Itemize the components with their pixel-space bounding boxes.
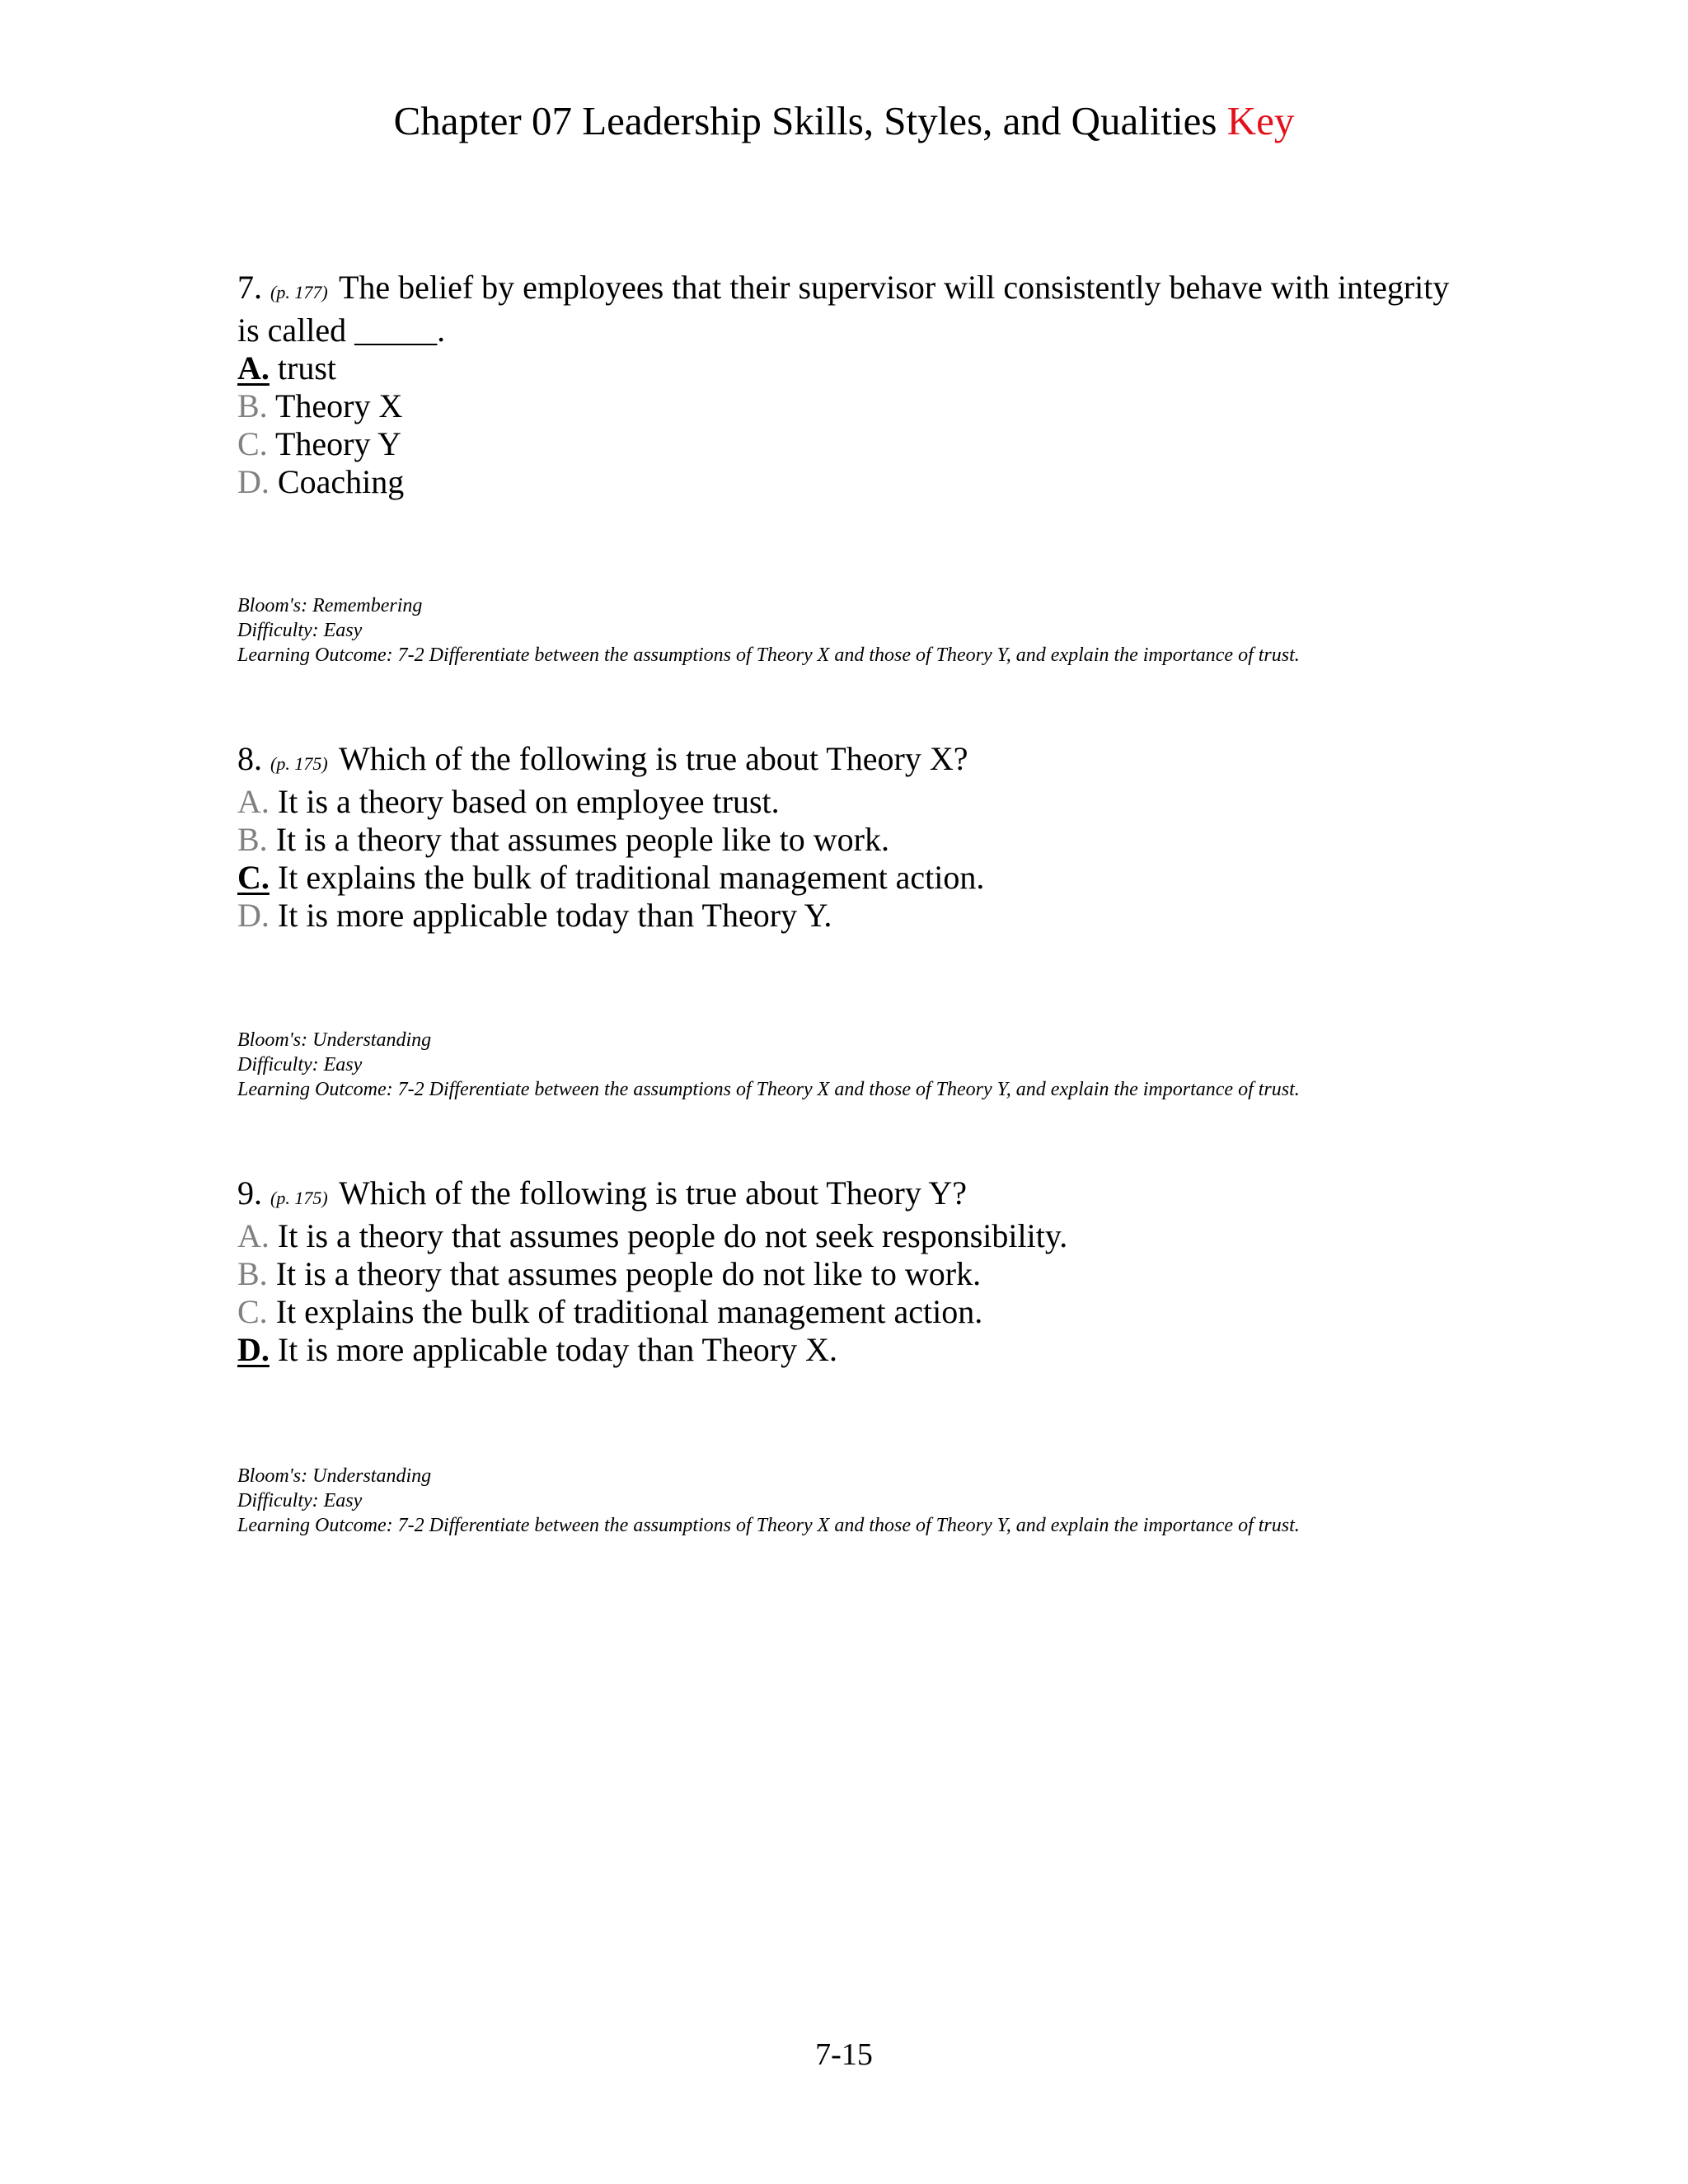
chapter-title: Chapter 07 Leadership Skills, Styles, and Qualities [393,98,1217,143]
option-b [237,1255,1474,1293]
option-d [237,897,1474,935]
learning-outcome: Learning Outcome: 7-2 Differentiate between the assumptions of Theory X and those of Theory Y, and explain the importance of trust. [237,1515,1300,1536]
question-number: 9. [237,1174,262,1212]
question-8-metadata [237,1028,1556,1102]
option-text: Theory X [274,387,403,424]
option-text: It is more applicable today than Theory Y. [277,897,832,934]
option-text: It is more applicable today than Theory X. [277,1331,837,1368]
page-title [0,96,1688,146]
option-text: It is a theory that assumes people do not seek responsibility. [277,1217,1068,1254]
option-c [237,1293,1474,1331]
learning-outcome: Learning Outcome: 7-2 Differentiate between the assumptions of Theory X and those of Theory Y, and explain the importance of trust. [237,644,1300,666]
question-number: 7. [237,269,262,306]
option-text: It is a theory based on employee trust. [277,783,780,820]
option-letter: C. [237,1293,268,1330]
question-7-metadata [237,593,1556,668]
question-7 [237,269,1474,501]
page-reference: (p. 175) [270,1188,328,1208]
blooms-level: Bloom's: Understanding [237,1029,432,1051]
key-label: Key [1226,98,1295,143]
difficulty: Difficulty: Easy [237,1490,363,1511]
option-d [237,463,1474,501]
option-c [237,859,1474,897]
question-text-line-2: is called _____. [237,312,446,349]
option-letter: D. [237,463,270,500]
option-text: It is a theory that assumes people like to work. [275,821,889,858]
option-c [237,425,1474,463]
question-text-line-1: Which of the following is true about Theory Y? [338,1174,967,1212]
question-stem [237,740,1474,783]
option-b [237,387,1474,425]
option-letter: D. [237,897,270,934]
blooms-level: Bloom's: Remembering [237,595,423,616]
option-text: trust [277,349,337,387]
page-reference: (p. 177) [270,282,328,302]
option-letter-correct: C. [237,859,270,896]
option-text: It is a theory that assumes people do not like to work. [275,1255,982,1292]
option-text: Coaching [277,463,405,500]
option-letter: B. [237,1255,268,1292]
question-number: 8. [237,740,262,777]
option-letter-correct: D. [237,1331,270,1368]
option-text: Theory Y [274,425,401,462]
option-letter: B. [237,387,268,424]
learning-outcome: Learning Outcome: 7-2 Differentiate between the assumptions of Theory X and those of Theory Y, and explain the importance of trust. [237,1079,1300,1100]
option-letter: C. [237,425,268,462]
question-stem [237,269,1474,349]
option-d [237,1331,1474,1369]
question-8 [237,740,1474,935]
option-letter: A. [237,783,270,820]
option-b [237,821,1474,859]
page-reference: (p. 175) [270,753,328,774]
option-a [237,783,1474,821]
option-letter: A. [237,1217,270,1254]
option-letter: B. [237,821,268,858]
blooms-level: Bloom's: Understanding [237,1465,432,1487]
option-text: It explains the bulk of traditional management action. [277,859,985,896]
question-text-line-1: The belief by employees that their supervisor will consistently behave with integrity [338,269,1450,306]
difficulty: Difficulty: Easy [237,620,363,641]
option-a [237,349,1474,387]
question-text-line-1: Which of the following is true about Theory X? [338,740,968,777]
option-letter-correct: A. [237,349,270,387]
question-9 [237,1174,1474,1369]
difficulty: Difficulty: Easy [237,1054,363,1076]
page-number: 7-15 [815,2037,873,2072]
option-a [237,1217,1474,1255]
question-stem [237,1174,1474,1217]
option-text: It explains the bulk of traditional management action. [275,1293,983,1330]
question-9-metadata [237,1464,1556,1538]
